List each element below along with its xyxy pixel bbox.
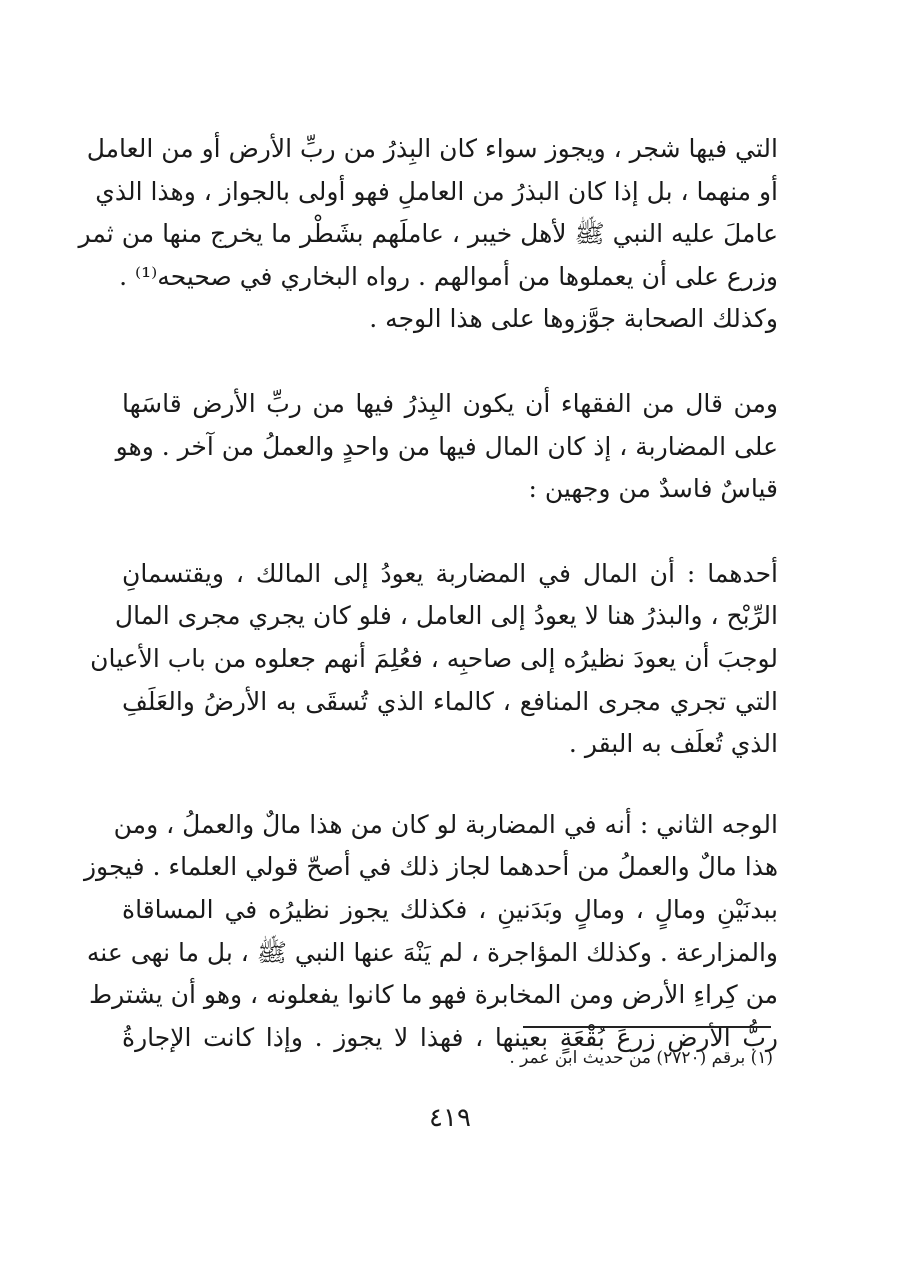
footnote-divider xyxy=(523,1026,771,1028)
paragraph-1 xyxy=(78,128,778,341)
text-line: أو منهما ، بل إذا كان البذرُ من العاملِ فهو أولى بالجواز ، وهذا الذي xyxy=(95,176,778,206)
text-line: أحدهما : أن المال في المضاربة يعودُ إلى المالك ، ويقتسمانِ xyxy=(122,558,778,588)
text-line: هذا مالٌ والعملُ من أحدهما لجاز ذلك في أصحّ قولي العلماء . فيجوز xyxy=(83,852,778,882)
text-line: التي فيها شجر ، ويجوز سواء كان البِذرُ من ربِّ الأرض أو من العامل xyxy=(86,134,778,163)
page-body xyxy=(78,128,778,1059)
page-number: ٤١٩ xyxy=(429,1103,471,1133)
paragraph-gap xyxy=(122,766,778,804)
text-line: ببدنَيْنِ ومالٍ ، ومالٍ وبَدَنينِ ، فكذلك يجوز نظيرُه في المساقاة xyxy=(122,894,778,924)
text-line: التي تجري مجرى المنافع ، كالماء الذي تُسقَى به الأرضُ والعَلَفِ xyxy=(122,686,778,716)
paragraph-gap xyxy=(122,511,778,553)
text-line: الذي تُعلَف به البقر . xyxy=(568,729,778,759)
text-line: والمزارعة . وكذلك المؤاجرة ، لم يَنْهَ عنها النبي ﷺ ، بل ما نهى عنه xyxy=(86,937,778,967)
text-line: لوجبَ أن يعودَ نظيرُه إلى صاحبِه ، فعُلِمَ أنهم جعلوه من باب الأعيان xyxy=(90,643,778,673)
text-line: قياسٌ فاسدٌ من وجهين : xyxy=(528,474,778,504)
text-line: الرِّبْح ، والبذرُ هنا لا يعودُ إلى العامل ، فلو كان يجري مجرى المال xyxy=(114,601,778,631)
text-line: ربُّ الأرض زرعَ بُقْعَةٍ بعينها ، فهذا لا يجوز . وإذا كانت الإجارةُ xyxy=(122,1022,778,1052)
text-line: وزرع على أن يعملوها من أموالهم . رواه البخاري في صحيحه⁽¹⁾ . xyxy=(119,261,778,291)
text-line: من كِراءِ الأرض ومن المخابرة فهو ما كانوا يفعلونه ، وهو أن يشترط xyxy=(88,980,778,1010)
paragraph-4 xyxy=(83,804,778,1060)
text-line: وكذلك الصحابة جوَّزوها على هذا الوجه . xyxy=(369,304,778,334)
footnote: (١) برقم (٢٧٢٠) من حديث ابن عمر . xyxy=(509,1048,773,1068)
paragraph-3 xyxy=(90,553,778,766)
text-line: الوجه الثاني : أنه في المضاربة لو كان من هذا مالٌ والعملُ ، ومن xyxy=(113,809,778,839)
text-line: عاملَ عليه النبي ﷺ لأهل خيبر ، عاملَهم بشَطْر ما يخرج منها من ثمر xyxy=(78,219,778,249)
paragraph-gap xyxy=(122,341,778,383)
text-line: على المضاربة ، إذ كان المال فيها من واحدٍ والعملُ من آخر . وهو xyxy=(115,431,778,461)
paragraph-2 xyxy=(115,383,778,511)
text-line: ومن قال من الفقهاء أن يكون البِذرُ فيها من ربِّ الأرض قاسَها xyxy=(122,388,778,418)
